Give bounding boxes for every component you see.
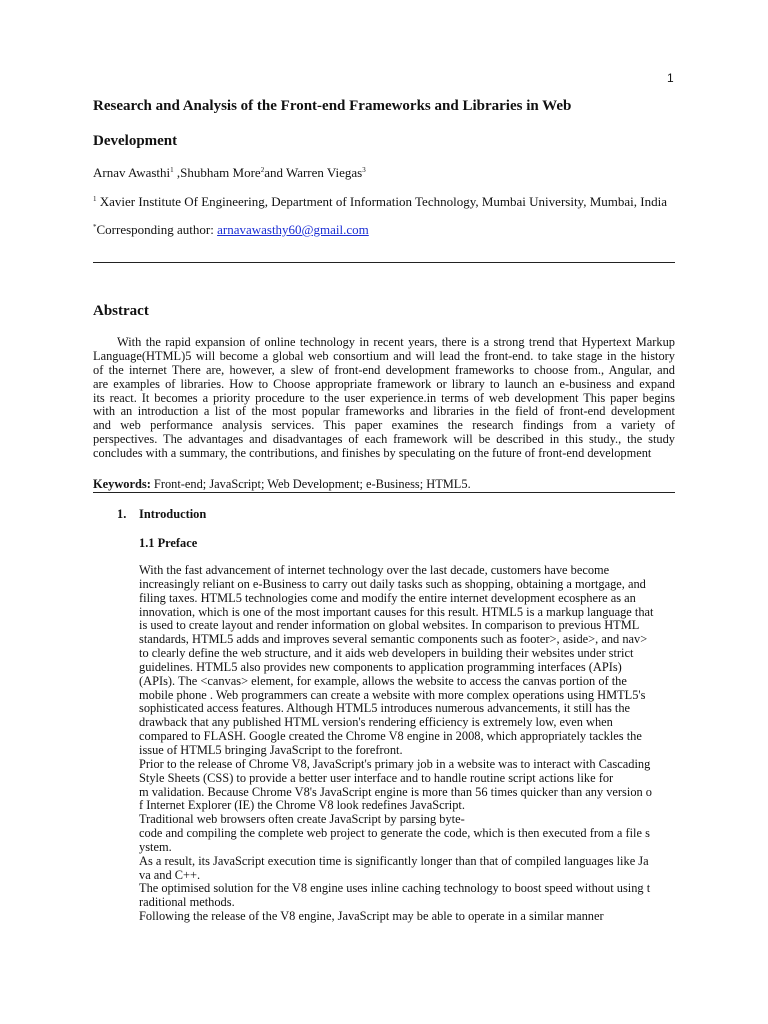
- author-name: and Warren Viegas: [264, 165, 363, 180]
- abstract-line: perspectives. The advantages and disadvantages of each framework will be described in this study., the study: [93, 433, 675, 447]
- body-line: filing taxes. HTML5 technologies come and modify the entire internet development ecosphere as an: [139, 590, 636, 605]
- affiliation-marker: 3: [362, 166, 366, 174]
- body-line: increasingly reliant on e-Business to carry out daily tasks such as shopping, obtaining a mortgage, and: [139, 576, 646, 591]
- affiliation-marker: 1: [93, 195, 97, 203]
- keywords-text: Front-end; JavaScript; Web Development; e-Business; HTML5.: [150, 477, 471, 491]
- body-line: sophisticated access features. Although HTML5 introduces numerous advancements, it still has the: [139, 701, 631, 716]
- body-line: ystem.: [139, 839, 172, 854]
- section-number: 1.: [117, 507, 127, 521]
- body-line: issue of HTML5 bringing JavaScript to the forefront.: [139, 742, 403, 757]
- abstract-line: its react. It becomes a priority procedure to the user experience.in terms of web development This paper begins: [93, 391, 675, 405]
- keywords: [93, 477, 471, 492]
- section-title: Introduction: [139, 507, 207, 521]
- body-line: Prior to the release of Chrome V8, JavaScript's primary job in a website was to interact with Cascading: [139, 756, 651, 771]
- abstract-heading: Abstract: [93, 303, 149, 319]
- body-text: [139, 564, 679, 924]
- author-name: Arnav Awasthi: [93, 165, 171, 180]
- body-line: (APIs). The <canvas> element, for example, allows the website to access the canvas portion of the: [139, 673, 627, 688]
- abstract-line: concludes with a summary, the contributions, and finishes by speculating on the future of front-end development: [93, 447, 652, 461]
- body-line: code and compiling the complete web project to generate the code, which is then executed from a file s: [139, 826, 650, 841]
- body-line: The optimised solution for the V8 engine uses inline caching technology to boost speed without using t: [139, 881, 651, 896]
- body-line: Following the release of the V8 engine, JavaScript may be able to operate in a similar manner: [139, 909, 604, 924]
- affiliation: [93, 194, 667, 210]
- body-line: to clearly define the web structure, and it aids web developers in building their websites under strict: [139, 646, 634, 661]
- paper-title-line-1: Research and Analysis of the Front-end Frameworks and Libraries in Web: [93, 98, 572, 114]
- affiliation-marker: 2: [260, 166, 265, 174]
- body-line: guidelines. HTML5 also provides new components to application programming interfaces (APIs): [139, 659, 622, 674]
- body-line: With the fast advancement of internet technology over the last decade, customers have become: [139, 563, 610, 577]
- abstract-line: With the rapid expansion of online technology in recent years, there is a strong trend that Hypertext Markup: [117, 336, 675, 349]
- corresponding-label: Corresponding author:: [96, 222, 218, 237]
- body-line: mobile phone . Web programmers can create a website with more complex operations using HMTL5's: [139, 687, 646, 702]
- body-line: Style Sheets (CSS) to provide a better user interface and to handle routine script actions like for: [139, 770, 614, 785]
- header-divider: [93, 262, 675, 263]
- author-email-link[interactable]: arnavawasthy60@gmail.com: [217, 222, 369, 237]
- body-line: innovation, which is one of the most important causes for this result. HTML5 is a markup language that: [139, 604, 654, 619]
- corresponding-author: [93, 222, 369, 238]
- corresponding-marker: *: [93, 223, 97, 231]
- affiliation-text: Xavier Institute Of Engineering, Department of Information Technology, Mumbai University, Mumbai, India: [96, 194, 667, 209]
- body-line: Traditional web browsers often create JavaScript by parsing byte-: [139, 812, 465, 827]
- affiliation-marker: 1: [170, 166, 174, 174]
- abstract-line: of the internet There are, however, a slew of front-end development frameworks to choose from., Angular, and: [93, 363, 675, 377]
- body-line: As a result, its JavaScript execution time is significantly longer than that of compiled languages like Ja: [139, 853, 649, 868]
- section-heading: [117, 507, 206, 522]
- author-list: [93, 165, 366, 181]
- page-number: 1: [667, 71, 674, 85]
- body-line: f Internet Explorer (IE) the Chrome V8 look redefines JavaScript.: [139, 798, 465, 813]
- body-line: is used to create layout and render information on global websites. In comparison to previous HTML: [139, 618, 640, 633]
- abstract-line: Language(HTML)5 will become a global web consortium and will lead the front-end. to take stage in the history: [93, 349, 675, 363]
- body-line: drawback that any published HTML version's rendering efficiency is extremely low, even when: [139, 715, 613, 730]
- body-line: compared to FLASH. Google created the Chrome V8 engine in 2008, which appropriately tackles the: [139, 729, 642, 744]
- keywords-divider: [93, 492, 675, 493]
- abstract-line: and web performance analysis services. This paper examines the research findings from a variety of: [93, 419, 675, 433]
- body-line: va and C++.: [139, 867, 201, 882]
- subsection-heading: 1.1 Preface: [139, 536, 198, 550]
- abstract-line: are examples of libraries. How to Choose appropriate framework or library to launch an e-business and expand: [93, 377, 675, 391]
- abstract-text: [93, 336, 675, 461]
- body-line: standards, HTML5 adds and improves several semantic components such as footer>, aside>, and nav>: [139, 632, 648, 647]
- paper-title-line-2: Development: [93, 133, 178, 149]
- abstract-line: with an introduction a list of the most popular frameworks and libraries in the field of front-end development: [93, 405, 675, 419]
- body-line: m validation. Because Chrome V8's JavaScript engine is more than 56 times quicker than any version o: [139, 784, 653, 799]
- author-name: ,Shubham More: [173, 165, 261, 180]
- body-line: raditional methods.: [139, 895, 235, 910]
- keywords-label: Keywords:: [93, 477, 151, 491]
